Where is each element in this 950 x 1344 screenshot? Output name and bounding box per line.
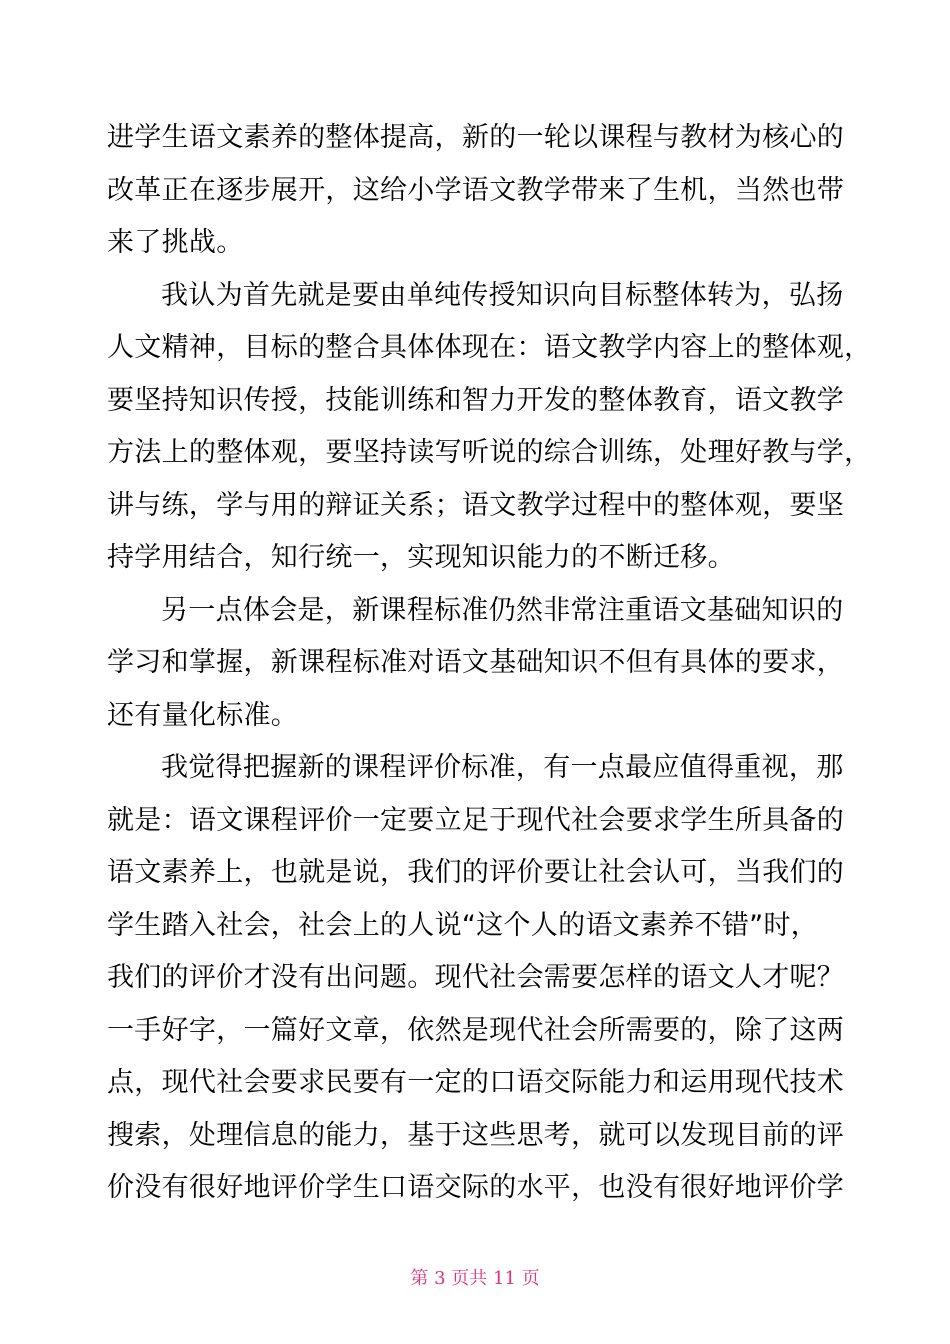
text-line: 方法上的整体观，要坚持读写听说的综合训练，处理好教与学， bbox=[107, 437, 872, 468]
text-line: 人文精神，目标的整合具体体现在：语文教学内容上的整体观， bbox=[107, 332, 872, 363]
document-body bbox=[107, 112, 872, 1215]
text-line: 来了挑战。 bbox=[107, 227, 244, 258]
text-line: 持学用结合，知行统一，实现知识能力的不断迁移。 bbox=[107, 542, 735, 573]
text-line: 要坚持知识传授，技能训练和智力开发的整体教育，语文教学 bbox=[107, 384, 845, 416]
text-line: 学生踏入社会，社会上的人说“这个人的语文素养不错”时， bbox=[107, 909, 819, 941]
text-line: 学习和掌握，新课程标准对语文基础知识不但有具体的要求， bbox=[107, 647, 845, 678]
text-line: 就是：语文课程评价一定要立足于现代社会要求学生所具备的 bbox=[107, 804, 845, 836]
text-line: 我认为首先就是要由单纯传授知识向目标整体转为，弘扬 bbox=[161, 279, 844, 311]
text-line: 搜索，处理信息的能力，基于这些思考，就可以发现目前的评 bbox=[107, 1119, 845, 1151]
page-number: 第 3 页共 11 页 bbox=[410, 1268, 540, 1289]
text-line: 还有量化标准。 bbox=[107, 699, 299, 731]
text-line: 讲与练，学与用的辩证关系；语文教学过程中的整体观，要坚 bbox=[107, 489, 845, 521]
text-line: 价没有很好地评价学生口语交际的水平，也没有很好地评价学 bbox=[107, 1172, 845, 1203]
text-line: 我们的评价才没有出问题。现代社会需要怎样的语文人才呢？ bbox=[107, 962, 845, 993]
text-line: 另一点体会是，新课程标准仍然非常注重语文基础知识的 bbox=[161, 594, 844, 626]
text-line: 语文素养上，也就是说，我们的评价要让社会认可，当我们的 bbox=[107, 857, 845, 888]
text-line: 我觉得把握新的课程评价标准，有一点最应值得重视，那 bbox=[161, 752, 844, 783]
text-line: 进学生语文素养的整体提高，新的一轮以课程与教材为核心的 bbox=[107, 122, 845, 153]
text-line: 点，现代社会要求民要有一定的口语交际能力和运用现代技术 bbox=[107, 1067, 845, 1098]
text-line: 改革正在逐步展开，这给小学语文教学带来了生机，当然也带 bbox=[107, 174, 845, 206]
text-line: 一手好字，一篇好文章，依然是现代社会所需要的，除了这两 bbox=[107, 1014, 845, 1046]
